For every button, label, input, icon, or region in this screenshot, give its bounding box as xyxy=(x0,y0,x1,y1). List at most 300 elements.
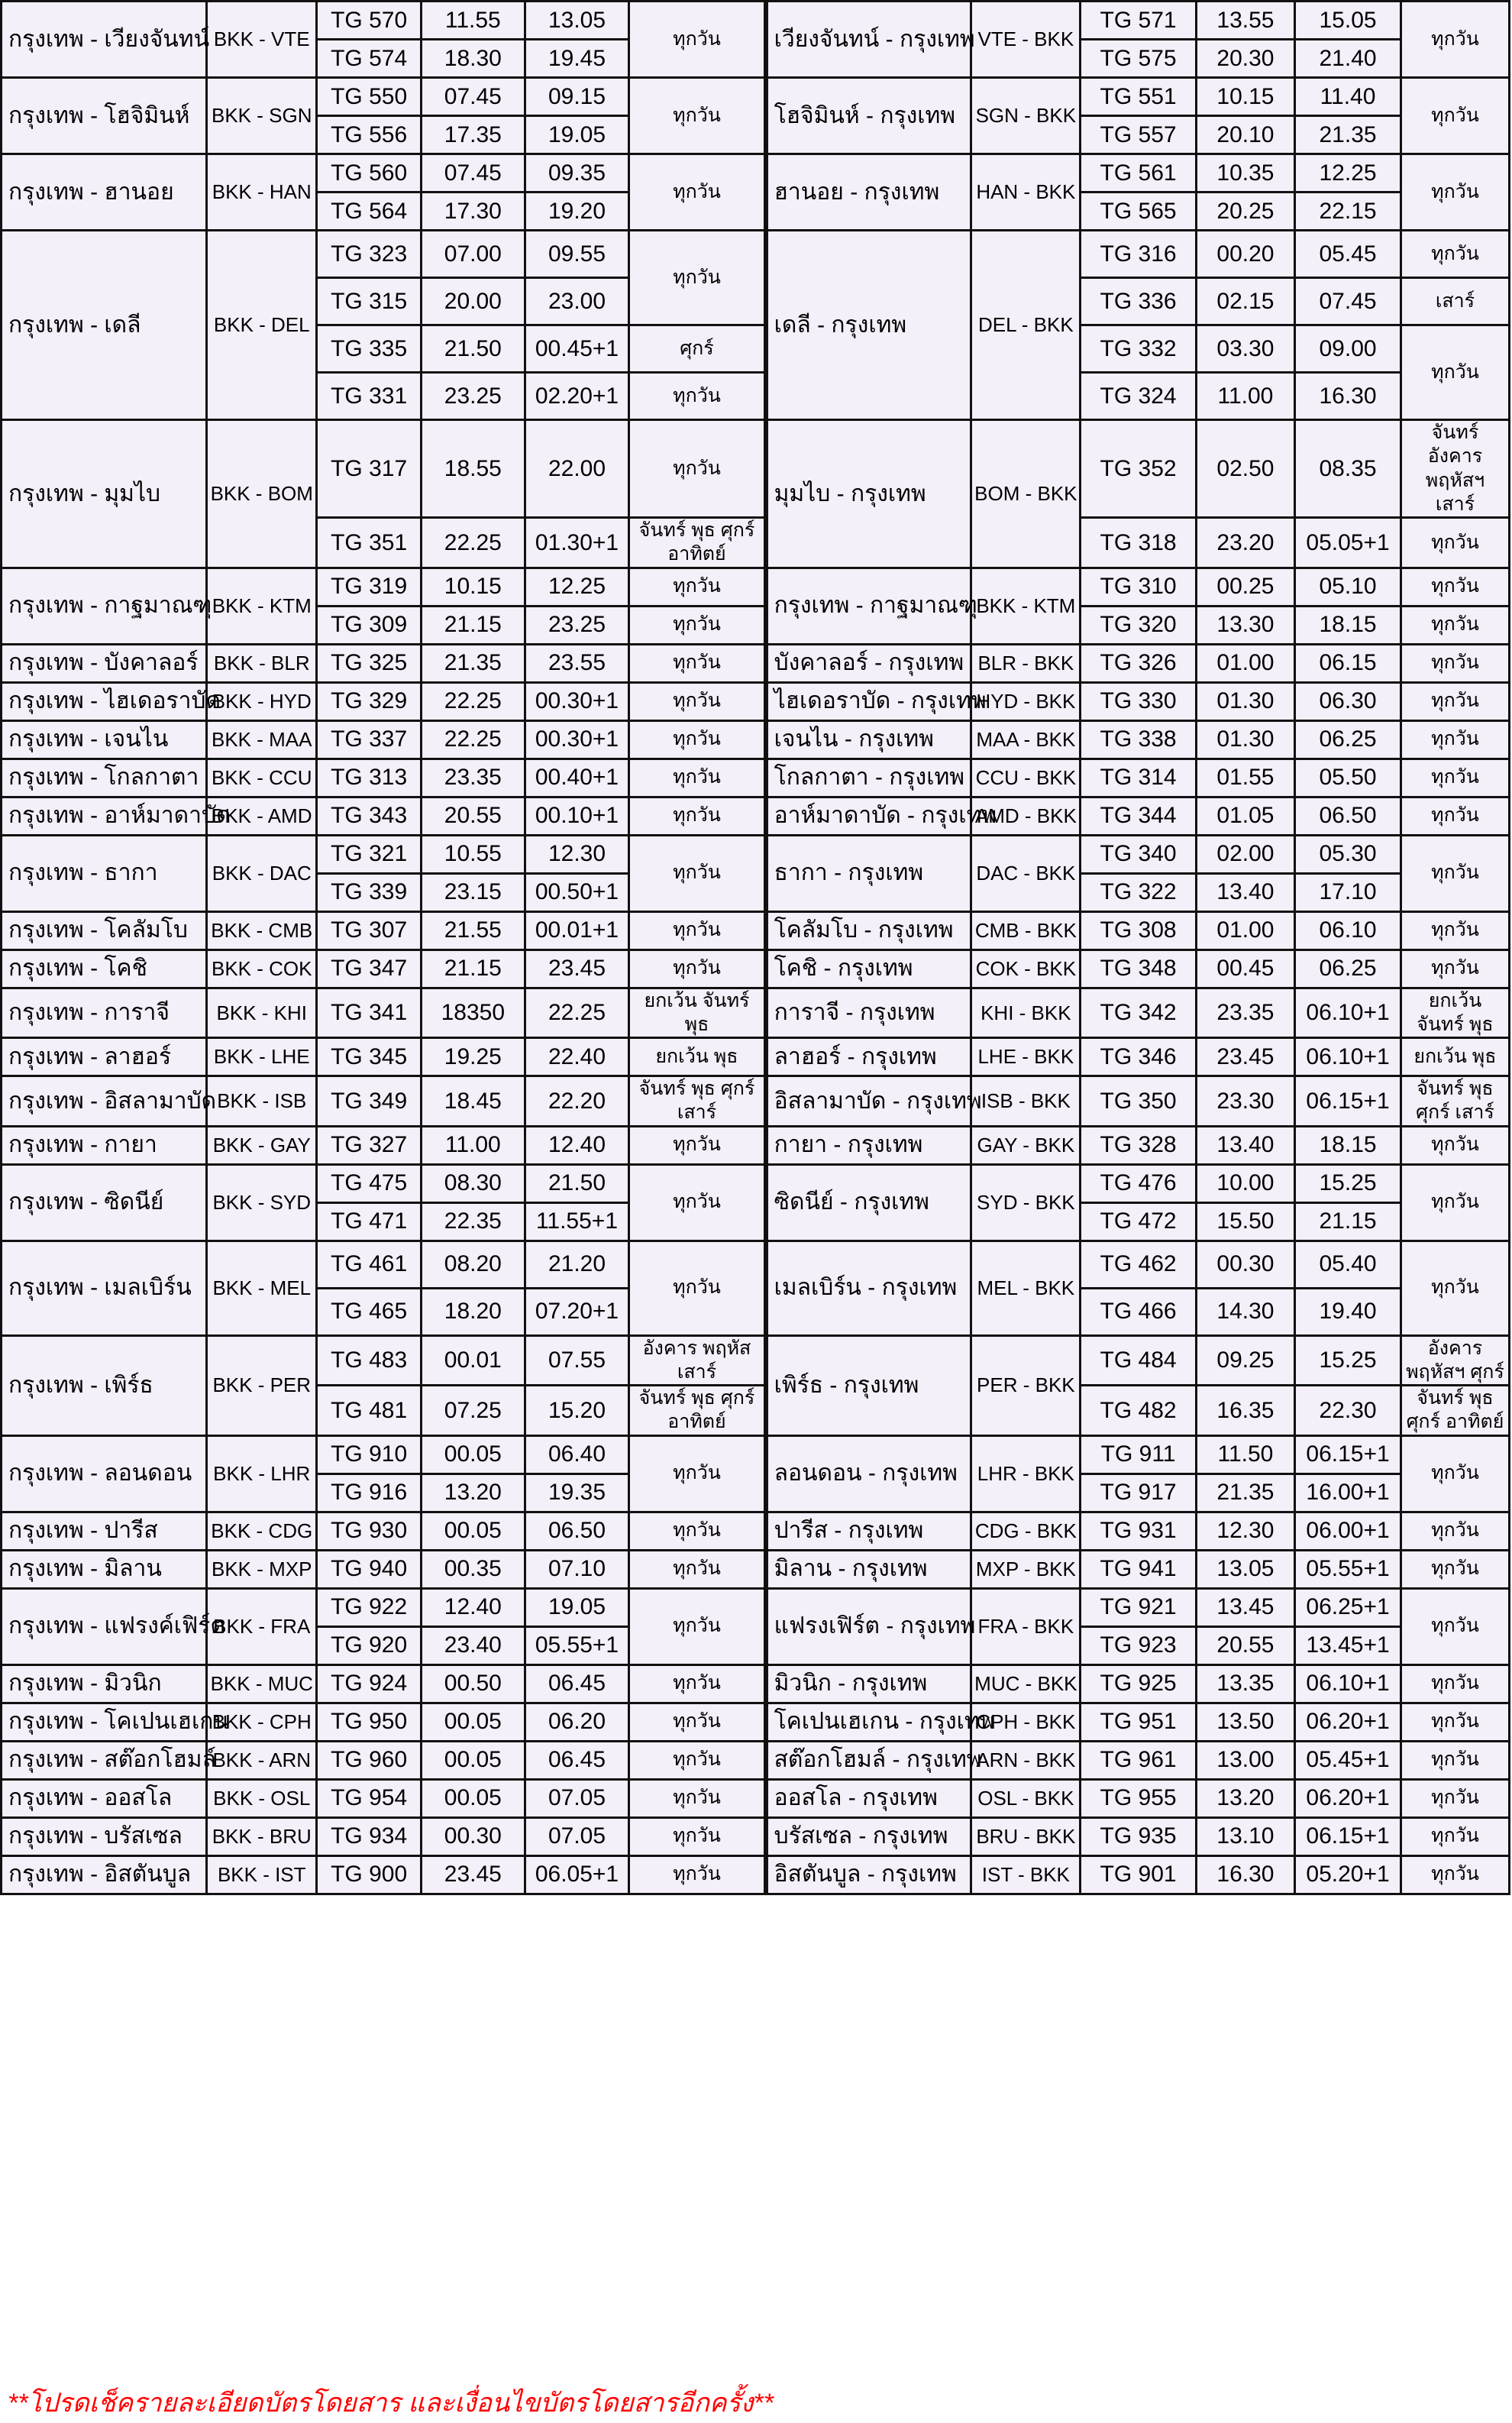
departure-time: 22.35 xyxy=(421,1202,525,1241)
route-outbound: กรุงเทพ - ลาฮอร์ xyxy=(2,1038,207,1076)
route-outbound: กรุงเทพ - อาห์มาดาบัด xyxy=(2,797,207,835)
flight-number: TG 329 xyxy=(317,682,422,720)
arrival-time: 19.05 xyxy=(525,1588,629,1626)
route-code-inbound: SGN - BKK xyxy=(971,78,1081,154)
route-code-inbound: OSL - BKK xyxy=(971,1779,1081,1817)
departure-time: 02.00 xyxy=(1196,835,1294,873)
flight-number: TG 571 xyxy=(1081,2,1196,40)
departure-time: 13.55 xyxy=(1196,2,1294,40)
arrival-time: 05.20+1 xyxy=(1295,1855,1401,1894)
departure-time: 10.35 xyxy=(1196,154,1294,192)
operating-days: ทุกวัน xyxy=(1401,1550,1509,1588)
departure-time: 21.15 xyxy=(421,606,525,644)
departure-time: 11.00 xyxy=(421,1126,525,1164)
operating-days: ทุกวัน xyxy=(1401,2,1509,78)
flight-number: TG 561 xyxy=(1081,154,1196,192)
route-inbound: สต๊อกโฮมล์ - กรุงเทพ xyxy=(766,1741,971,1779)
flight-number: TG 308 xyxy=(1081,911,1196,949)
route-outbound: กรุงเทพ - ธากา xyxy=(2,835,207,911)
departure-time: 23.15 xyxy=(421,873,525,911)
operating-days: ศุกร์ xyxy=(629,325,766,373)
route-code-outbound: BKK - SYD xyxy=(207,1164,317,1241)
arrival-time: 09.00 xyxy=(1295,325,1401,373)
departure-time: 18.55 xyxy=(421,420,525,518)
route-code-outbound: BKK - BOM xyxy=(207,420,317,568)
flight-number: TG 335 xyxy=(317,325,422,373)
route-inbound: บังคาลอร์ - กรุงเทพ xyxy=(766,644,971,682)
flight-number: TG 314 xyxy=(1081,759,1196,797)
arrival-time: 22.25 xyxy=(525,988,629,1038)
table-row xyxy=(2,1164,1510,1202)
operating-days: ทุกวัน xyxy=(629,1550,766,1588)
table-row xyxy=(2,1664,1510,1703)
operating-days: ทุกวัน xyxy=(629,1703,766,1741)
table-row xyxy=(2,568,1510,606)
operating-days: ทุกวัน xyxy=(1401,1588,1509,1664)
operating-days: ทุกวัน xyxy=(1401,606,1509,644)
arrival-time: 15.25 xyxy=(1295,1164,1401,1202)
flight-number: TG 330 xyxy=(1081,682,1196,720)
arrival-time: 12.40 xyxy=(525,1126,629,1164)
table-row xyxy=(2,1703,1510,1741)
departure-time: 01.00 xyxy=(1196,911,1294,949)
departure-time: 13.35 xyxy=(1196,1664,1294,1703)
departure-time: 07.45 xyxy=(421,154,525,192)
flight-number: TG 321 xyxy=(317,835,422,873)
operating-days: ทุกวัน xyxy=(1401,78,1509,154)
route-code-outbound: BKK - ARN xyxy=(207,1741,317,1779)
route-inbound: เพิร์ธ - กรุงเทพ xyxy=(766,1335,971,1435)
flight-number: TG 922 xyxy=(317,1588,422,1626)
route-outbound: กรุงเทพ - บังคาลอร์ xyxy=(2,644,207,682)
route-outbound: กรุงเทพ - กายา xyxy=(2,1126,207,1164)
route-inbound: โกลกาตา - กรุงเทพ xyxy=(766,759,971,797)
departure-time: 18.45 xyxy=(421,1076,525,1127)
route-code-outbound: BKK - GAY xyxy=(207,1126,317,1164)
departure-time: 22.25 xyxy=(421,682,525,720)
flight-number: TG 347 xyxy=(317,949,422,988)
route-code-inbound: BRU - BKK xyxy=(971,1817,1081,1855)
departure-time: 10.00 xyxy=(1196,1164,1294,1202)
departure-time: 23.35 xyxy=(421,759,525,797)
flight-number: TG 574 xyxy=(317,40,422,78)
route-code-outbound: BKK - OSL xyxy=(207,1779,317,1817)
arrival-time: 18.15 xyxy=(1295,606,1401,644)
route-outbound: กรุงเทพ - โคลัมโบ xyxy=(2,911,207,949)
departure-time: 20.10 xyxy=(1196,116,1294,154)
flight-number: TG 351 xyxy=(317,518,422,568)
route-code-inbound: ISB - BKK xyxy=(971,1076,1081,1127)
operating-days: ทุกวัน xyxy=(629,231,766,325)
operating-days: ทุกวัน xyxy=(1401,1664,1509,1703)
arrival-time: 15.20 xyxy=(525,1386,629,1436)
route-inbound: เวียงจันทน์ - กรุงเทพ xyxy=(766,2,971,78)
departure-time: 09.25 xyxy=(1196,1335,1294,1386)
departure-time: 03.30 xyxy=(1196,325,1294,373)
route-code-outbound: BKK - COK xyxy=(207,949,317,988)
operating-days: ทุกวัน xyxy=(629,835,766,911)
operating-days: ทุกวัน xyxy=(629,1164,766,1241)
table-row xyxy=(2,420,1510,518)
route-outbound: กรุงเทพ - มิวนิก xyxy=(2,1664,207,1703)
arrival-time: 12.25 xyxy=(525,568,629,606)
arrival-time: 07.05 xyxy=(525,1779,629,1817)
flight-number: TG 313 xyxy=(317,759,422,797)
departure-time: 02.15 xyxy=(1196,278,1294,325)
operating-days: ทุกวัน xyxy=(1401,518,1509,568)
table-row xyxy=(2,154,1510,192)
operating-days: ทุกวัน xyxy=(1401,1741,1509,1779)
arrival-time: 05.05+1 xyxy=(1295,518,1401,568)
operating-days: ทุกวัน xyxy=(629,911,766,949)
operating-days: ทุกวัน xyxy=(629,1664,766,1703)
flight-number: TG 342 xyxy=(1081,988,1196,1038)
route-code-inbound: COK - BKK xyxy=(971,949,1081,988)
route-outbound: กรุงเทพ - ปารีส xyxy=(2,1512,207,1550)
departure-time: 00.05 xyxy=(421,1741,525,1779)
departure-time: 01.55 xyxy=(1196,759,1294,797)
operating-days: ทุกวัน xyxy=(629,373,766,420)
departure-time: 23.45 xyxy=(1196,1038,1294,1076)
route-inbound: แฟรงเฟิร์ต - กรุงเทพ xyxy=(766,1588,971,1664)
flight-number: TG 921 xyxy=(1081,1588,1196,1626)
departure-time: 01.30 xyxy=(1196,720,1294,759)
departure-time: 23.30 xyxy=(1196,1076,1294,1127)
departure-time: 13.45 xyxy=(1196,1588,1294,1626)
departure-time: 00.05 xyxy=(421,1703,525,1741)
arrival-time: 18.15 xyxy=(1295,1126,1401,1164)
route-code-inbound: CPH - BKK xyxy=(971,1703,1081,1741)
table-row xyxy=(2,644,1510,682)
arrival-time: 06.10 xyxy=(1295,911,1401,949)
flight-number: TG 955 xyxy=(1081,1779,1196,1817)
operating-days: ทุกวัน xyxy=(629,644,766,682)
arrival-time: 22.40 xyxy=(525,1038,629,1076)
flight-number: TG 482 xyxy=(1081,1386,1196,1436)
arrival-time: 12.25 xyxy=(1295,154,1401,192)
route-outbound: กรุงเทพ - บรัสเซล xyxy=(2,1817,207,1855)
route-outbound: กรุงเทพ - อิสตันบูล xyxy=(2,1855,207,1894)
route-code-inbound: HYD - BKK xyxy=(971,682,1081,720)
departure-time: 10.55 xyxy=(421,835,525,873)
flight-number: TG 941 xyxy=(1081,1550,1196,1588)
route-inbound: อิสลามาบัด - กรุงเทพ xyxy=(766,1076,971,1127)
departure-time: 00.30 xyxy=(421,1817,525,1855)
departure-time: 16.30 xyxy=(1196,1855,1294,1894)
departure-time: 20.25 xyxy=(1196,192,1294,231)
departure-time: 00.35 xyxy=(421,1550,525,1588)
table-row xyxy=(2,1817,1510,1855)
route-inbound: กายา - กรุงเทพ xyxy=(766,1126,971,1164)
flight-number: TG 309 xyxy=(317,606,422,644)
arrival-time: 06.00+1 xyxy=(1295,1512,1401,1550)
route-outbound: กรุงเทพ - เมลเบิร์น xyxy=(2,1241,207,1335)
arrival-time: 05.45+1 xyxy=(1295,1741,1401,1779)
route-code-inbound: CCU - BKK xyxy=(971,759,1081,797)
departure-time: 08.20 xyxy=(421,1241,525,1288)
route-code-outbound: BKK - HYD xyxy=(207,682,317,720)
operating-days: จันทร์ อังคาร พฤหัสฯ เสาร์ xyxy=(1401,420,1509,518)
route-code-inbound: MUC - BKK xyxy=(971,1664,1081,1703)
route-inbound: ไฮเดอราบัด - กรุงเทพ xyxy=(766,682,971,720)
flight-number: TG 920 xyxy=(317,1626,422,1664)
route-outbound: กรุงเทพ - เดลี xyxy=(2,231,207,420)
arrival-time: 06.30 xyxy=(1295,682,1401,720)
flight-number: TG 326 xyxy=(1081,644,1196,682)
flight-number: TG 475 xyxy=(317,1164,422,1202)
flight-number: TG 900 xyxy=(317,1855,422,1894)
arrival-time: 00.50+1 xyxy=(525,873,629,911)
departure-time: 00.05 xyxy=(421,1779,525,1817)
route-code-inbound: ARN - BKK xyxy=(971,1741,1081,1779)
operating-days: ทุกวัน xyxy=(1401,1241,1509,1335)
flight-number: TG 322 xyxy=(1081,873,1196,911)
route-outbound: กรุงเทพ - ลอนดอน xyxy=(2,1435,207,1512)
flight-number: TG 935 xyxy=(1081,1817,1196,1855)
route-code-inbound: KHI - BKK xyxy=(971,988,1081,1038)
route-outbound: กรุงเทพ - โคชิ xyxy=(2,949,207,988)
arrival-time: 07.05 xyxy=(525,1817,629,1855)
arrival-time: 09.15 xyxy=(525,78,629,116)
arrival-time: 06.20 xyxy=(525,1703,629,1741)
arrival-time: 07.20+1 xyxy=(525,1288,629,1335)
operating-days: ทุกวัน xyxy=(1401,759,1509,797)
departure-time: 23.25 xyxy=(421,373,525,420)
arrival-time: 06.25+1 xyxy=(1295,1588,1401,1626)
operating-days: ทุกวัน xyxy=(629,797,766,835)
route-code-outbound: BKK - MUC xyxy=(207,1664,317,1703)
departure-time: 10.15 xyxy=(421,568,525,606)
route-outbound: กรุงเทพ - ออสโล xyxy=(2,1779,207,1817)
flight-number: TG 346 xyxy=(1081,1038,1196,1076)
arrival-time: 21.15 xyxy=(1295,1202,1401,1241)
departure-time: 00.50 xyxy=(421,1664,525,1703)
departure-time: 20.00 xyxy=(421,278,525,325)
departure-time: 23.35 xyxy=(1196,988,1294,1038)
flight-number: TG 924 xyxy=(317,1664,422,1703)
route-code-outbound: BKK - DEL xyxy=(207,231,317,420)
route-outbound: กรุงเทพ - โคเปนเฮเกน xyxy=(2,1703,207,1741)
departure-time: 23.20 xyxy=(1196,518,1294,568)
footer-note: **โปรดเช็ครายละเอียดบัตรโดยสาร และเงื่อนไขบัตรโดยสารอีกครั้ง** xyxy=(8,2389,774,2418)
arrival-time: 06.15+1 xyxy=(1295,1076,1401,1127)
flight-number: TG 352 xyxy=(1081,420,1196,518)
route-code-inbound: LHE - BKK xyxy=(971,1038,1081,1076)
departure-time: 20.55 xyxy=(421,797,525,835)
flight-number: TG 310 xyxy=(1081,568,1196,606)
table-row xyxy=(2,1335,1510,1386)
operating-days: ทุกวัน xyxy=(629,154,766,231)
arrival-time: 19.35 xyxy=(525,1474,629,1512)
route-inbound: การาจี - กรุงเทพ xyxy=(766,988,971,1038)
flight-number: TG 462 xyxy=(1081,1241,1196,1288)
operating-days: ทุกวัน xyxy=(629,1126,766,1164)
flight-number: TG 318 xyxy=(1081,518,1196,568)
departure-time: 13.20 xyxy=(421,1474,525,1512)
route-code-outbound: BKK - CMB xyxy=(207,911,317,949)
arrival-time: 12.30 xyxy=(525,835,629,873)
table-row xyxy=(2,1779,1510,1817)
route-code-inbound: CDG - BKK xyxy=(971,1512,1081,1550)
departure-time: 00.45 xyxy=(1196,949,1294,988)
route-code-outbound: BKK - CPH xyxy=(207,1703,317,1741)
departure-time: 10.15 xyxy=(1196,78,1294,116)
departure-time: 21.50 xyxy=(421,325,525,373)
route-code-outbound: BKK - LHR xyxy=(207,1435,317,1512)
route-outbound: กรุงเทพ - ฮานอย xyxy=(2,154,207,231)
arrival-time: 21.40 xyxy=(1295,40,1401,78)
table-row xyxy=(2,1588,1510,1626)
departure-time: 14.30 xyxy=(1196,1288,1294,1335)
arrival-time: 15.05 xyxy=(1295,2,1401,40)
operating-days: ยกเว้น พุธ xyxy=(629,1038,766,1076)
departure-time: 11.00 xyxy=(1196,373,1294,420)
flight-number: TG 940 xyxy=(317,1550,422,1588)
arrival-time: 06.50 xyxy=(1295,797,1401,835)
route-inbound: เมลเบิร์น - กรุงเทพ xyxy=(766,1241,971,1335)
route-inbound: โคชิ - กรุงเทพ xyxy=(766,949,971,988)
departure-time: 21.35 xyxy=(421,644,525,682)
arrival-time: 21.50 xyxy=(525,1164,629,1202)
flight-number: TG 315 xyxy=(317,278,422,325)
operating-days: ยกเว้น พุธ xyxy=(1401,1038,1509,1076)
table-row xyxy=(2,1038,1510,1076)
arrival-time: 06.10+1 xyxy=(1295,1038,1401,1076)
flight-number: TG 327 xyxy=(317,1126,422,1164)
flight-number: TG 472 xyxy=(1081,1202,1196,1241)
table-row xyxy=(2,1076,1510,1127)
operating-days: ยกเว้น จันทร์ พุธ xyxy=(1401,988,1509,1038)
flight-number: TG 337 xyxy=(317,720,422,759)
flight-number: TG 345 xyxy=(317,1038,422,1076)
departure-time: 18.30 xyxy=(421,40,525,78)
route-code-outbound: BKK - LHE xyxy=(207,1038,317,1076)
route-code-outbound: BKK - CCU xyxy=(207,759,317,797)
operating-days: ทุกวัน xyxy=(1401,797,1509,835)
arrival-time: 05.30 xyxy=(1295,835,1401,873)
route-code-inbound: IST - BKK xyxy=(971,1855,1081,1894)
flight-number: TG 328 xyxy=(1081,1126,1196,1164)
operating-days: ทุกวัน xyxy=(629,1855,766,1894)
flight-number: TG 483 xyxy=(317,1335,422,1386)
route-outbound: กรุงเทพ - อิสลามาบัด xyxy=(2,1076,207,1127)
arrival-time: 07.45 xyxy=(1295,278,1401,325)
flight-number: TG 324 xyxy=(1081,373,1196,420)
table-row xyxy=(2,1741,1510,1779)
flight-number: TG 336 xyxy=(1081,278,1196,325)
operating-days: อังคาร พฤหัส เสาร์ xyxy=(629,1335,766,1386)
departure-time: 18.20 xyxy=(421,1288,525,1335)
route-code-inbound: SYD - BKK xyxy=(971,1164,1081,1241)
operating-days: ทุกวัน xyxy=(1401,1703,1509,1741)
route-code-outbound: BKK - MXP xyxy=(207,1550,317,1588)
flight-number: TG 325 xyxy=(317,644,422,682)
operating-days: ทุกวัน xyxy=(629,420,766,518)
departure-time: 17.35 xyxy=(421,116,525,154)
departure-time: 01.00 xyxy=(1196,644,1294,682)
flight-number: TG 954 xyxy=(317,1779,422,1817)
flight-number: TG 557 xyxy=(1081,116,1196,154)
operating-days: ทุกวัน xyxy=(1401,1779,1509,1817)
route-code-outbound: BKK - ISB xyxy=(207,1076,317,1127)
departure-time: 02.50 xyxy=(1196,420,1294,518)
table-row xyxy=(2,1550,1510,1588)
arrival-time: 06.45 xyxy=(525,1664,629,1703)
operating-days: จันทร์ พุธ ศุกร์ อาทิตย์ xyxy=(629,518,766,568)
flight-number: TG 481 xyxy=(317,1386,422,1436)
table-row xyxy=(2,759,1510,797)
flight-number: TG 341 xyxy=(317,988,422,1038)
arrival-time: 00.10+1 xyxy=(525,797,629,835)
table-row xyxy=(2,797,1510,835)
operating-days: ทุกวัน xyxy=(629,1741,766,1779)
flight-number: TG 350 xyxy=(1081,1076,1196,1127)
arrival-time: 00.30+1 xyxy=(525,682,629,720)
arrival-time: 05.10 xyxy=(1295,568,1401,606)
flight-number: TG 338 xyxy=(1081,720,1196,759)
route-code-inbound: LHR - BKK xyxy=(971,1435,1081,1512)
operating-days: ทุกวัน xyxy=(1401,231,1509,278)
flight-number: TG 332 xyxy=(1081,325,1196,373)
flight-number: TG 911 xyxy=(1081,1435,1196,1474)
operating-days: ทุกวัน xyxy=(629,78,766,154)
operating-days: ทุกวัน xyxy=(1401,949,1509,988)
route-outbound: กรุงเทพ - โกลกาตา xyxy=(2,759,207,797)
route-code-inbound: FRA - BKK xyxy=(971,1588,1081,1664)
route-outbound: กรุงเทพ - มุมไบ xyxy=(2,420,207,568)
departure-time: 12.30 xyxy=(1196,1512,1294,1550)
operating-days: ทุกวัน xyxy=(1401,154,1509,231)
departure-time: 01.30 xyxy=(1196,682,1294,720)
operating-days: จันทร์ พุธ ศุกร์ อาทิตย์ xyxy=(1401,1386,1509,1436)
arrival-time: 02.20+1 xyxy=(525,373,629,420)
flight-number: TG 331 xyxy=(317,373,422,420)
departure-time: 20.30 xyxy=(1196,40,1294,78)
operating-days: ทุกวัน xyxy=(1401,911,1509,949)
flight-number: TG 316 xyxy=(1081,231,1196,278)
arrival-time: 06.25 xyxy=(1295,949,1401,988)
departure-time: 11.55 xyxy=(421,2,525,40)
flight-number: TG 564 xyxy=(317,192,422,231)
route-code-outbound: BKK - MEL xyxy=(207,1241,317,1335)
arrival-time: 07.55 xyxy=(525,1335,629,1386)
arrival-time: 19.45 xyxy=(525,40,629,78)
flight-number: TG 551 xyxy=(1081,78,1196,116)
arrival-time: 09.35 xyxy=(525,154,629,192)
route-inbound: ธากา - กรุงเทพ xyxy=(766,835,971,911)
flight-number: TG 320 xyxy=(1081,606,1196,644)
operating-days: ทุกวัน xyxy=(629,1512,766,1550)
departure-time: 11.50 xyxy=(1196,1435,1294,1474)
operating-days: จันทร์ พุธ ศุกร์ เสาร์ xyxy=(1401,1076,1509,1127)
flight-number: TG 951 xyxy=(1081,1703,1196,1741)
route-inbound: มุมไบ - กรุงเทพ xyxy=(766,420,971,568)
departure-time: 23.45 xyxy=(421,1855,525,1894)
route-code-inbound: MAA - BKK xyxy=(971,720,1081,759)
route-outbound: กรุงเทพ - การาจี xyxy=(2,988,207,1038)
flight-number: TG 556 xyxy=(317,116,422,154)
flight-number: TG 565 xyxy=(1081,192,1196,231)
departure-time: 21.55 xyxy=(421,911,525,949)
arrival-time: 05.40 xyxy=(1295,1241,1401,1288)
route-code-outbound: BKK - BRU xyxy=(207,1817,317,1855)
route-code-inbound: HAN - BKK xyxy=(971,154,1081,231)
arrival-time: 06.25 xyxy=(1295,720,1401,759)
flight-number: TG 570 xyxy=(317,2,422,40)
route-code-inbound: MEL - BKK xyxy=(971,1241,1081,1335)
flight-number: TG 466 xyxy=(1081,1288,1196,1335)
route-code-inbound: DAC - BKK xyxy=(971,835,1081,911)
